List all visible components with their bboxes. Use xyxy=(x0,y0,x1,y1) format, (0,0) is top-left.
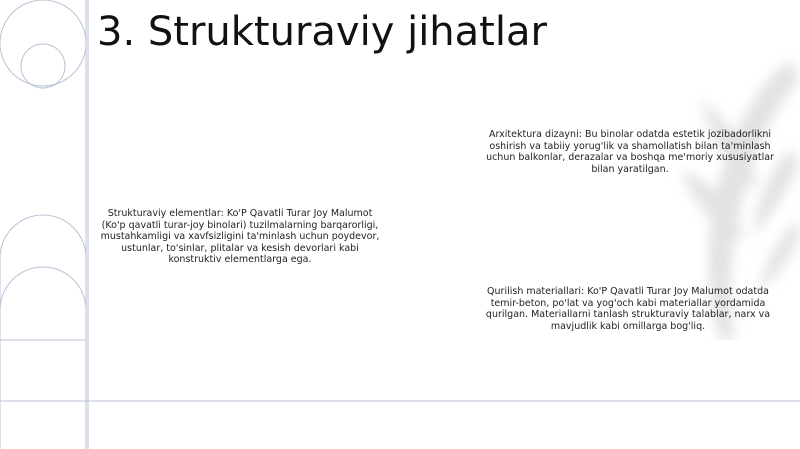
inner-circle-shape xyxy=(21,44,65,88)
outer-circle-shape xyxy=(0,0,86,86)
building-materials-text: Qurilish materiallari: Ko'P Qavatli Turar Joy Malumot odatda temir-beton, po'lat va yog'och kabi materiallar yordamida qurilgan. Materiallarni tanlash strukturaviy talablar, narx va mavjudlik kabi omillarga bog'liq. xyxy=(485,286,771,332)
lower-arch-shape xyxy=(0,267,86,449)
structural-elements-text: Strukturaviy elementlar: Ko'P Qavatli Turar Joy Malumot (Ko'p qavatli turar-joy binolari) tuzilmalarning barqarorligi, mustahkamligi va xavfsizligini ta'minlash uchun poydevor, ustunlar, to'sinlar, plitalar va kesish devorlari kabi konstruktiv elementlarga ega. xyxy=(100,208,380,265)
upper-arch-shape xyxy=(0,215,86,258)
architectural-design-text: Arxitektura dizayni: Bu binolar odatda estetik jozibadorlikni oshirish va tabiiy yorug'lik va shamollatish bilan ta'minlash uchun balkonlar, derazalar va boshqa me'moriy xususiyatlar bilan yaratilgan. xyxy=(486,129,774,175)
page-title: 3. Strukturaviy jihatlar xyxy=(97,9,547,55)
